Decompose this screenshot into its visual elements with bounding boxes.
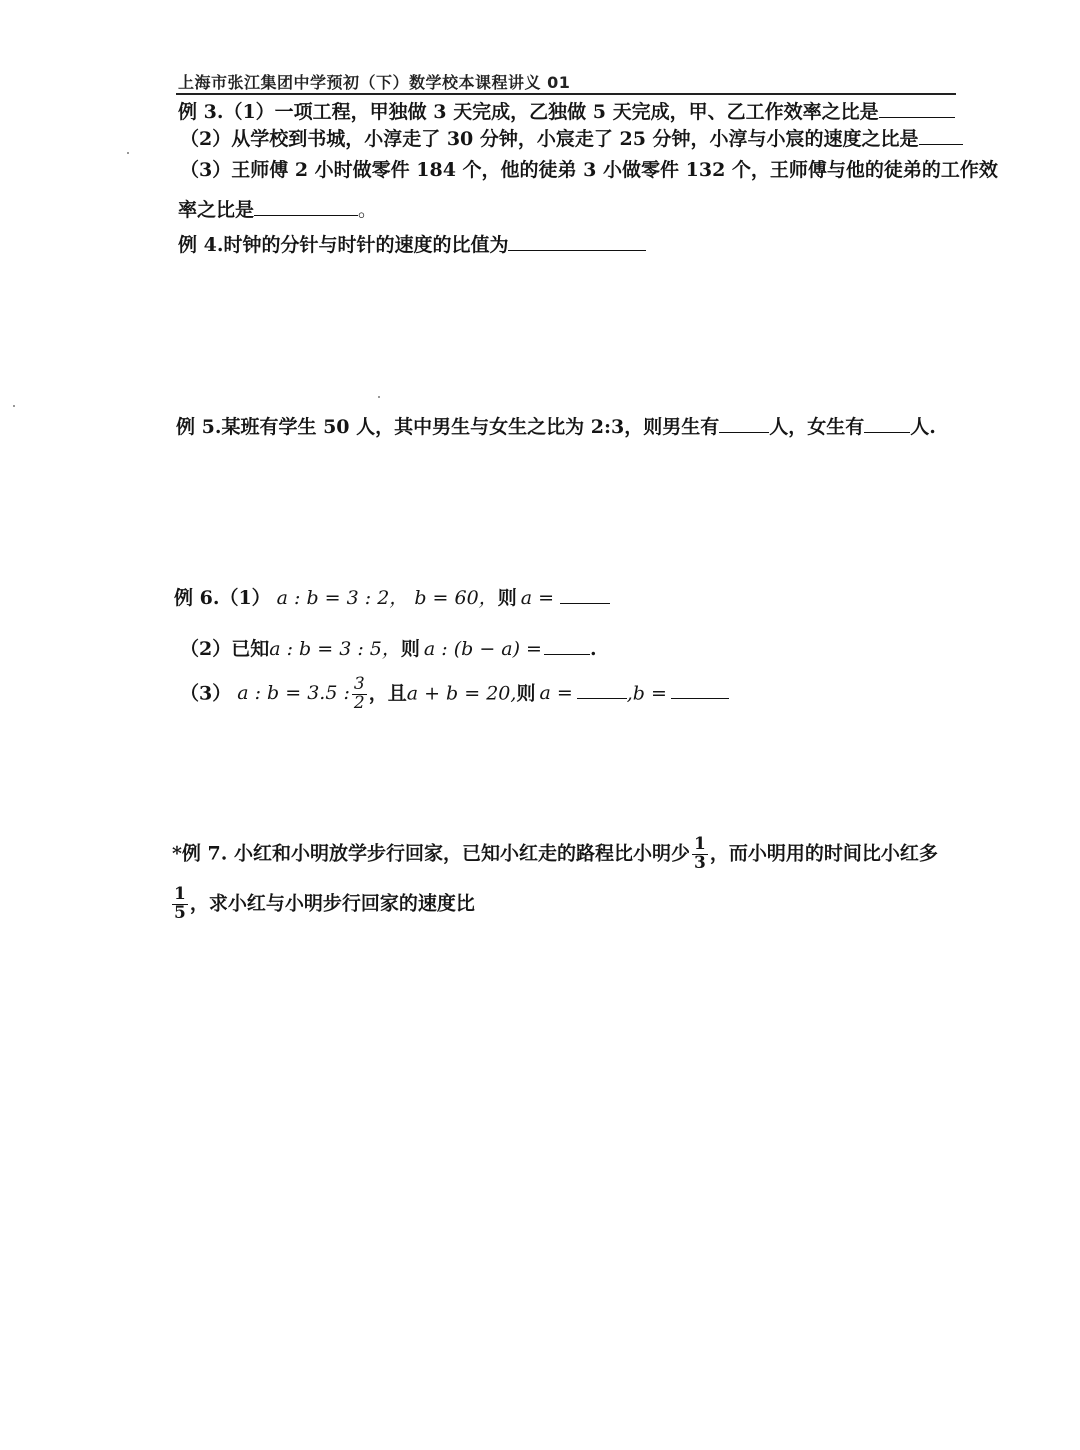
example-5 xyxy=(176,412,936,439)
scan-speck xyxy=(127,152,129,154)
example-5-text: 例 5.某班有学生 50 人，其中男生与女生之比为 2:3，则男生有 xyxy=(176,416,720,438)
variable-a: a = xyxy=(520,587,554,609)
example-3-part-3-line-1: （3）王师傅 2 小时做零件 184 个，他的徒弟 3 小做零件 132 个，王师傅与他的徒弟的工作效 xyxy=(180,159,998,181)
example-7-text: ，而小明用的时间比小红多 xyxy=(709,842,938,865)
example-3-part-3-text: 率之比是 xyxy=(178,199,255,221)
sum-expression: a + b = 20, xyxy=(406,682,517,705)
example-6-label: 例 6.（1） xyxy=(174,587,271,609)
answer-blank[interactable] xyxy=(919,128,963,145)
example-7-text: ，求小红与小明步行回家的速度比 xyxy=(189,892,475,915)
answer-blank[interactable] xyxy=(254,199,358,216)
example-3-part-2-text: （2）从学校到书城，小淳走了 30 分钟，小宸走了 25 分钟，小淳与小宸的速度之比是 xyxy=(180,128,919,150)
example-7-text: *例 7. 小红和小明放学步行回家，已知小红走的路程比小明少 xyxy=(172,842,691,865)
ratio-expression: a : b = 3 : 2， b = 60， xyxy=(276,587,498,609)
example-6-text: 则 xyxy=(516,682,536,705)
example-6-part-1 xyxy=(174,583,610,610)
answer-blank-a[interactable] xyxy=(577,682,627,699)
example-7-line-1 xyxy=(172,836,938,873)
example-6-text: 则 xyxy=(497,587,517,609)
example-7-line-2 xyxy=(170,886,475,923)
sentence-end: 。 xyxy=(358,199,378,221)
answer-blank-boys[interactable] xyxy=(719,416,769,433)
example-6-text: ，且 xyxy=(368,682,407,705)
example-6-part-2 xyxy=(180,634,597,661)
header-divider xyxy=(176,93,956,95)
example-3-part-1 xyxy=(178,97,955,124)
page-header: 上海市张江集团中学预初（下）数学校本课程讲义 01 xyxy=(178,73,571,92)
example-6-part-3 xyxy=(180,676,729,713)
answer-blank[interactable] xyxy=(508,234,646,251)
sentence-end: . xyxy=(589,638,597,660)
ratio-expression: a : (b − a) = xyxy=(423,638,542,660)
fraction-one-fifth: $\frac{1}{5}$ xyxy=(174,884,186,923)
example-4 xyxy=(178,230,646,257)
example-5-text: 人. xyxy=(910,416,936,438)
scan-speck xyxy=(378,396,380,398)
ratio-expression: a : b = 3 : 5， xyxy=(269,638,401,660)
example-5-text: 人，女生有 xyxy=(769,416,865,438)
example-6-text: 则 xyxy=(400,638,420,660)
scan-speck xyxy=(13,405,15,407)
fraction-three-halves: $\frac{3}{2}$ xyxy=(353,674,365,713)
example-3-part-3-line-2 xyxy=(178,195,377,222)
answer-blank[interactable] xyxy=(544,638,590,655)
example-4-text: 例 4.时钟的分针与时针的速度的比值为 xyxy=(178,234,509,256)
answer-blank[interactable] xyxy=(879,101,955,118)
example-6-label: （2）已知 xyxy=(180,638,270,660)
fraction-one-third: $\frac{1}{3}$ xyxy=(694,834,706,873)
ratio-expression: a : b = 3.5 : xyxy=(237,682,350,705)
answer-blank[interactable] xyxy=(560,587,610,604)
variable-b: ,b = xyxy=(626,682,667,705)
variable-a: a = xyxy=(539,682,573,705)
example-3-part-1-text: 例 3.（1）一项工程，甲独做 3 天完成，乙独做 5 天完成，甲、乙工作效率之比是 xyxy=(178,101,879,123)
example-3-part-2 xyxy=(180,124,963,151)
answer-blank-b[interactable] xyxy=(671,682,729,699)
answer-blank-girls[interactable] xyxy=(864,416,910,433)
example-6-label: （3） xyxy=(180,682,232,705)
